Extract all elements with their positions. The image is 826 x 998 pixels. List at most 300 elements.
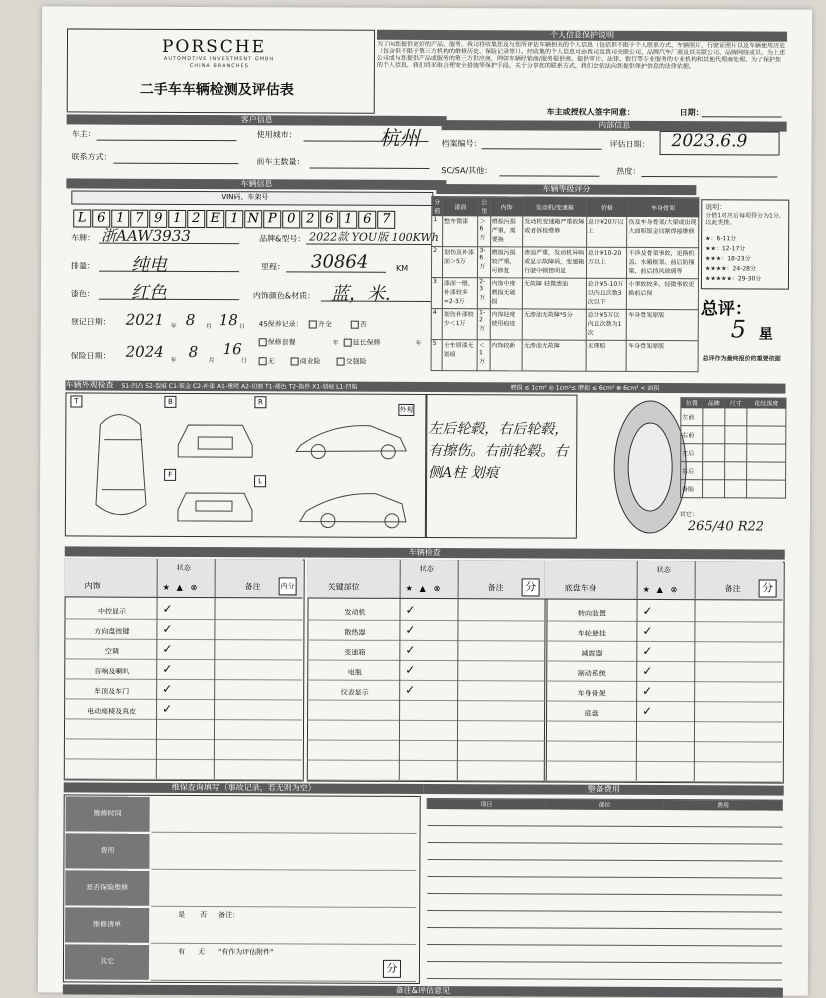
car-outlines	[70, 394, 421, 534]
repair-cell[interactable]	[426, 962, 544, 980]
key-parts-item: 散热器	[344, 628, 366, 637]
eval-date-label: 评估日期：	[609, 139, 650, 149]
interior-item: 空调	[104, 647, 119, 656]
grade-cell: 划伤及补漆面＞5万	[442, 247, 478, 278]
grade-cell: 小事故较多，轻微事故更换前后保	[627, 278, 699, 309]
file-no-label: 档案编号：	[441, 139, 482, 149]
vin-char[interactable]: 1	[339, 211, 357, 229]
maintenance-section-title: 维保查询填写（事故记录，若无则为空）	[64, 782, 424, 794]
total-unit: 星	[758, 326, 773, 343]
car-left-view	[300, 493, 406, 522]
maintenance-row-label: 费用	[65, 833, 149, 868]
remarks-section-title: 备注&评估意见	[63, 984, 783, 997]
vin-char[interactable]: 7	[130, 210, 148, 228]
grade-cell: 伤及车身骨架/大梁或出现大面积钣金切割焊接维修	[627, 216, 699, 247]
interior-check[interactable]: ✓	[162, 641, 173, 656]
file-no-field[interactable]	[482, 148, 602, 150]
grade-row	[431, 247, 698, 279]
maintenance-row-label: 维修清单	[65, 907, 149, 942]
vin-char[interactable]: 1	[168, 210, 186, 228]
chassis-check[interactable]: ✓	[642, 623, 653, 638]
grade-cell: 总计¥20万以上	[586, 216, 627, 247]
repair-row	[427, 843, 782, 862]
vin-char[interactable]: 6	[320, 211, 338, 229]
interior-check[interactable]: ✓	[162, 601, 173, 616]
tire-position: 左前	[681, 408, 703, 426]
vehicle-section-title: 车辆信息	[66, 178, 446, 190]
vin-char[interactable]: 7	[377, 211, 395, 229]
tire-cell[interactable]	[725, 408, 747, 426]
heat-label: 热度：	[616, 166, 641, 176]
tire-cell[interactable]	[703, 408, 725, 426]
tire-cell[interactable]	[746, 480, 785, 498]
model-value[interactable]: 2022款 YOU版 100KWh	[309, 230, 439, 245]
grade-cell: 无故障 轻微渗油	[522, 278, 586, 309]
ins-none-checkbox[interactable]	[259, 357, 267, 365]
tire-cell[interactable]	[703, 426, 725, 444]
star-scale-item: ★★★：18-23分	[705, 255, 751, 263]
reg-month[interactable]: 8	[185, 310, 196, 329]
status-symbol: ★	[405, 583, 413, 593]
vin-char[interactable]: 2	[301, 210, 319, 228]
maintenance-row-label: 其它	[65, 944, 149, 979]
s4-no-checkbox[interactable]	[351, 321, 359, 329]
ins-commercial-checkbox[interactable]	[291, 357, 299, 365]
repair-row	[426, 962, 781, 981]
grade-cell: 2-3万	[478, 278, 490, 309]
vin-char[interactable]: 6	[92, 210, 110, 228]
view-tag-top: T	[70, 395, 82, 407]
repair-row	[427, 826, 782, 845]
form-title: 二手车车辆检测及评估表	[139, 81, 294, 99]
grade-cell: 无渗油无故障	[522, 340, 586, 371]
color-label: 漆色：	[70, 289, 95, 299]
interior-score-box[interactable]: 内分	[279, 577, 297, 595]
vin-char[interactable]: N	[244, 210, 262, 228]
remark-label: 备注	[244, 582, 261, 592]
repair-cell[interactable]	[427, 826, 545, 844]
signature-label: 车主或授权人签字同意：	[546, 107, 635, 117]
grade-cell: 5	[431, 340, 442, 371]
grade-note-title: 说明：	[705, 203, 727, 212]
interior-item: 车顶及车门	[94, 687, 130, 696]
insurance-yes-label: 是	[178, 910, 186, 919]
grade-row	[431, 340, 698, 372]
reg-day[interactable]: 18	[218, 311, 238, 330]
repair-cell[interactable]	[427, 928, 545, 946]
heat-field[interactable]	[641, 176, 777, 178]
contact-label: 联系方式：	[71, 152, 112, 162]
interior-label: 内饰颜色&材质：	[252, 291, 316, 301]
grade-cell: 3-6万	[478, 247, 490, 278]
tire-position: 右后	[681, 462, 703, 480]
insurance-remark-label: 备注：	[218, 911, 240, 920]
repair-cell[interactable]	[427, 860, 545, 878]
grade-section-title: 车辆等级评分	[436, 184, 696, 195]
brand-subtitle-2: CHINA BRANCHES	[189, 62, 249, 70]
repair-cell[interactable]	[664, 827, 782, 845]
grade-row	[432, 216, 699, 248]
grade-cell: 发动机变速箱严重故障或者拆检维修	[523, 216, 587, 247]
repair-cell[interactable]	[545, 928, 663, 946]
status-symbol: ▲	[656, 585, 663, 595]
chassis-item: 车轮悬挂	[577, 629, 606, 638]
chassis-check[interactable]: ✓	[642, 603, 653, 618]
vin-char[interactable]: E	[206, 210, 224, 228]
interior-check[interactable]: ✓	[162, 621, 173, 636]
tire-cell[interactable]	[702, 462, 724, 480]
repair-cell[interactable]	[545, 962, 663, 980]
status-label: 状态	[656, 566, 671, 575]
key-parts-title: 关键部位	[327, 582, 360, 592]
privacy-text: 为了向您提供更好的产品、服务，我司将收集您及与您所评估车辆相关的个人信息（包括但不限于个人联系方式、车辆照片、行驶证照片以及车辆使用历史（包含但不限于第三方机构的维修历史、保险记录等））。经收集的个人信息可由我司及我司关联公司、品牌汽车厂商及其关联公司、品牌网络成员、为上述公司或与您提供产品或服务的第三方供应商，例如车辆经销商/服务提供商、提供审计、法律、银行等专业服务的专业机构和其他代理商处理。为了保护您的个人信息，我们将采取合理安全措施等保护手段。关于分享您的联系方式，我们会依法向您提供保护信息的法律依据。	[376, 40, 786, 71]
key-parts-check[interactable]: ✓	[405, 682, 416, 697]
repair-cell[interactable]	[663, 946, 781, 964]
interior-value[interactable]: 蓝，米.	[330, 283, 391, 305]
mileage-value[interactable]: 30864	[310, 251, 369, 273]
mileage-unit: KM	[395, 263, 409, 273]
tire-cell[interactable]	[746, 444, 785, 462]
star-scale-item: ★★★★★：29-30分	[704, 275, 762, 283]
ins-month[interactable]: 8	[188, 342, 199, 362]
grade-cell: 漆面一般，补漆较多=2-3万	[442, 278, 478, 309]
vin-char[interactable]: L	[73, 209, 91, 227]
car-top-view	[96, 415, 146, 515]
status-symbol: ▲	[419, 583, 426, 594]
tire-row	[681, 426, 786, 444]
chassis-item: 车身骨架	[577, 689, 606, 698]
grade-cell: 全车原漆无划痕	[442, 340, 478, 371]
status-label: 状态	[419, 564, 434, 574]
grade-cell: 内饰较新	[490, 340, 523, 371]
key-parts-check[interactable]: ✓	[405, 622, 416, 637]
city-value[interactable]: 杭州	[379, 125, 420, 150]
grade-header: 公里	[478, 197, 490, 216]
brand-logo: PORSCHE	[161, 36, 267, 58]
eval-date-value[interactable]: 2023.6.9	[671, 131, 748, 152]
reg-year[interactable]: 2021	[125, 310, 165, 329]
repair-header: 项目	[427, 799, 545, 810]
chassis-check[interactable]: ✓	[642, 683, 653, 698]
tire-cell[interactable]	[746, 408, 785, 426]
owner-label: 车主：	[71, 129, 96, 139]
chassis-item: 制动系统	[577, 669, 606, 678]
grade-cell: 1-2万	[478, 309, 490, 340]
star-scale-item: ★：6-11分	[705, 235, 737, 243]
grade-header: 价格	[587, 197, 628, 216]
total-footnote: 总评作为最终报价的重要依据	[702, 355, 781, 363]
repair-cell[interactable]	[426, 945, 544, 963]
model-label: 品牌&型号：	[259, 234, 306, 244]
tire-position: 备胎	[681, 480, 703, 498]
vin-char[interactable]: P	[263, 210, 281, 228]
star-scale	[705, 234, 762, 284]
view-tag-back: B	[164, 396, 176, 408]
tire-cell[interactable]	[702, 480, 724, 498]
insurance-no-label: 否	[200, 911, 208, 920]
tire-cell[interactable]	[746, 462, 785, 480]
s4-label: 4S保养记录：	[258, 320, 303, 329]
status-symbol: ⊗	[670, 585, 678, 595]
view-tag-right: R	[254, 396, 266, 408]
chassis-check[interactable]: ✓	[642, 703, 653, 718]
internal-section-title: 内部信息	[442, 120, 787, 132]
owner-field[interactable]	[97, 140, 237, 142]
mileage-label: 里程：	[261, 262, 286, 272]
city-label: 使用城市：	[256, 130, 297, 140]
tire-header: 花纹深度	[747, 398, 786, 408]
vin-char[interactable]: 1	[111, 210, 129, 228]
grade-row	[431, 309, 698, 341]
repair-cell[interactable]	[427, 843, 545, 861]
chassis-score-box[interactable]: 分	[759, 579, 777, 597]
star-scale-item: ★★：12-17分	[705, 245, 746, 253]
displacement-value[interactable]: 纯电	[130, 254, 168, 276]
chassis-check[interactable]: ✓	[642, 643, 653, 658]
vin-char[interactable]: 9	[149, 210, 167, 228]
grade-header: 分值	[432, 197, 443, 216]
reg-date-label: 登记日期：	[70, 317, 111, 327]
repair-row	[427, 928, 782, 947]
grade-cell: 4	[431, 309, 442, 340]
tire-row	[681, 408, 786, 426]
customer-section-title: 客户信息	[67, 114, 447, 126]
repair-header: 费用	[664, 800, 782, 811]
key-parts-item: 发动机	[344, 608, 366, 617]
interior-item: 音响及喇叭	[94, 667, 130, 676]
grade-cell: 2	[431, 247, 442, 278]
interior-item: 电动座椅及真皮	[87, 707, 137, 716]
tire-cell[interactable]	[703, 444, 725, 462]
chassis-title: 底盘车身	[564, 583, 597, 593]
key-parts-check[interactable]: ✓	[405, 662, 416, 677]
vin-char[interactable]: 0	[282, 210, 300, 228]
tire-position: 左后	[681, 444, 703, 462]
key-parts-score-box[interactable]: 分	[522, 578, 540, 596]
view-tag-front: F	[164, 469, 176, 481]
brand-subtitle-1: AUTOMOTIVE INVESTMENT GMBH	[163, 55, 275, 63]
displacement-label: 排量：	[71, 261, 96, 271]
tire-cell[interactable]	[724, 480, 746, 498]
repair-table	[426, 798, 783, 981]
car-front-view	[178, 493, 252, 521]
interior-item: 方向盘按键	[94, 627, 130, 636]
list-attach-note: "有作为评估附件"	[218, 948, 274, 957]
repair-cell[interactable]	[427, 911, 545, 929]
repair-cell[interactable]	[427, 894, 545, 912]
scsa-field[interactable]	[499, 175, 599, 176]
tire-row	[681, 462, 786, 480]
ins-date-label: 保险日期：	[70, 351, 111, 361]
grade-cell: 整车微漆	[443, 216, 479, 247]
tire-cell[interactable]	[724, 462, 746, 480]
repair-cell[interactable]	[545, 911, 663, 929]
privacy-section-title: 个人信息保护说明	[377, 30, 787, 42]
repair-cell[interactable]	[427, 877, 545, 895]
remark-label: 备注	[724, 584, 741, 594]
grade-header: 漆面	[443, 197, 478, 216]
repair-row	[427, 809, 782, 828]
grade-cell: 总计¥10-20万以上	[586, 247, 627, 278]
ins-year[interactable]: 2024	[125, 342, 164, 361]
grade-cell: 内饰中度磨损无破损	[490, 278, 523, 309]
key-parts-item: 仪表显示	[340, 688, 369, 697]
key-parts-check[interactable]: ✓	[405, 602, 416, 617]
tire-cell[interactable]	[725, 426, 747, 444]
scsa-label: SC/SA/其他：	[441, 166, 493, 176]
repair-cell[interactable]	[663, 929, 781, 947]
interior-check[interactable]: ✓	[162, 661, 173, 676]
interior-check[interactable]: ✓	[162, 681, 173, 696]
tire-header: 位置	[681, 398, 703, 408]
remark-label: 备注	[487, 583, 504, 593]
grade-cell: 1	[432, 216, 443, 247]
maintenance-row-label: 是否保险维修	[65, 870, 149, 905]
ins-day[interactable]: 16	[222, 340, 242, 359]
tire-cell[interactable]	[746, 426, 785, 444]
plate-value[interactable]: 浙AAW3933	[101, 226, 191, 245]
grade-cell: 总计¥5-10万以内且次数3次以下	[586, 278, 627, 309]
grade-table	[431, 196, 700, 372]
tire-row	[681, 480, 786, 498]
repair-cell[interactable]	[664, 810, 782, 828]
repair-cell[interactable]	[545, 860, 663, 878]
grade-cell: 3	[431, 278, 442, 309]
grade-header: 车身骨架	[627, 197, 699, 216]
color-value[interactable]: 红色	[130, 282, 167, 304]
evaluation-form-paper: PORSCHE AUTOMOTIVE INVESTMENT GMBH CHINA BRANCHES 二手车车辆检测及评估表 个人信息保护说明 为了向您提供更好的产品、服务，我司将收集您及与您所评估车辆相关的个人信息（包括但不限于个人联系方式、车辆照片、行驶证照片以及车辆使用历史（包含但不限于第三方机构的维修历史、保险记录等））。经收集的个人信息可由我司及我司关联公司、品牌汽车厂商及其关联公司、品牌网络成员、为上述公司或与您提供产品或服务的第三方供应商，例如车辆经销商/服务提供商、提供审计、法律、银行等专业服务的专业机构和其他代理商处理。为了保护您的个人信息，我们将采取合理安全措施等保护手段。关于分享您的联系方式，我们会依法向您提供保护信息的法律依据。 车主或授权人签字同意： 日期： 客户信息 车主： 使用城市： 杭州 联系方式： 前车主数量： 内部信息 档案编号： 评估日期： 2023.6.9 SC/SA/其他： 热度： 车辆信息 VIN码、车架号 L 6 1 7 9 1 2 E 1 N P 0 2 6 1 6 7 车牌： 浙AAW3933 品牌&型号： 2022款 YOU版 100KWh 排量： 纯电 里程： 30864 KM 漆色： 红色 内饰颜色&材质： 蓝，米. 登记日期： 2021 年 8 月 18 日 4S保养记录： 齐全 否 保修套餐 年 延长保修 年 保险日期： 2024 年 8 月 16 日 无 商业险 交强险 车辆等级评分 分值 漆面 公里 内饰 发动机/变速箱 价格 车身骨架 1 整车微漆 ＞6万 磨损污损严重，需要换 发动机变速箱严重故障或者拆检维修 总计¥20万以上 伤及车身骨架/大梁或出现大面积钣金切割焊接维修 2 划伤及补漆面＞5万 3-6万 磨损污损较严重，可修复 渗油严重，发动机异响或显示故障码，变速箱行驶中顿挫明显 总计¥10-20万以上 不涉及骨架事故，更换机盖、水箱框架、前后防撞梁、前后挡风玻璃等 3 漆面一般，补漆较多=2-3万 2-3万 内饰中度磨损无破损 无故障 轻微渗油 总计¥5-10万以内且次数3次以下 小事故较多，轻微事故更换前后保 4 划伤补漆较少＜1万 1-2万 内饰轻度使用痕迹 无渗油无故障*5分 总计¥5万以内且次数为1次 车身骨架原版 5 全车原漆无划痕 ＜1万 内饰较新 无渗油无故障 无理赔 车身骨架原版 说明： 分值1对应后每项得分为1分，以此类推。 ★：6-11分 ★★：12-17分 ★★★：18-23分 ★★★★：24-28分 ★★★★★：29-30分 总评： 5 星 总评作为最终报价的重要依据 车辆外观检查 S1-凹凸 S2-裂痕 C1-钣金 C2-补漆 A1-重喷 A2-切割 T1-褪色 T2-换件 X1-划痕 L1-凹陷 磨损 ≤ 1cm² ◎ 1cm²≤ 磨损 ≤ 6cm² ⊗ 6cm² < 面积 T B R F L 外观 左后轮毂，右后轮毂，有擦伤。右前轮毂。右侧A柱 划痕 位置 品牌 尺寸 花纹深度 左前 右前 左后 右后 备胎 其它： 265/40 R22 车辆检查 内饰 状态 ★ ▲ ⊗ 备注 内分 中控显示 ✓ 方向盘按键 ✓ 空调 ✓ 音响及喇叭 ✓ 车顶及车门 ✓ 电动座椅及真皮 ✓ 关键部位 状态 ★ ▲ ⊗ 备注 分 发动机 ✓ 散热器 ✓ 变速箱 ✓ 电瓶 ✓ 仪表显示 ✓ 底盘车身 状态 ★ ▲ ⊗ 备注 分 转向装置 ✓ 车轮悬挂 ✓ 减震器 ✓ 制动系统 ✓ 车身骨架 ✓ 底盘 ✓ 维保查询填写（事故记录，若无则为空） 维修时间 费用 是否保险维修 维修清单 其它 是 否 备注： 有 无 "有作为评估附件" 分 整备费用 项目 部位 费用 备注&评估意见	[38, 6, 812, 995]
grade-cell: 无渗油无故障*5分	[522, 309, 586, 340]
total-value[interactable]: 5	[730, 315, 747, 344]
view-tag-left: L	[254, 475, 266, 487]
exterior-section-title: 车辆外观检查	[65, 380, 114, 390]
status-symbol: ⊗	[190, 582, 198, 593]
grade-header: 发动机/变速箱	[523, 197, 587, 216]
repair-cell[interactable]	[664, 844, 782, 862]
date-label: 日期：	[679, 108, 704, 118]
repair-section-title: 整备费用	[424, 784, 784, 796]
grade-cell: 车身骨架原版	[626, 340, 698, 371]
repair-cell[interactable]	[545, 945, 663, 963]
prev-owners-label: 前车主数量：	[256, 157, 305, 167]
grade-cell: 总计¥5万以内且次数为1次	[586, 309, 627, 340]
repair-row	[427, 860, 782, 879]
grade-note-text: 分值1对应后每项得分为1分，以此类推。	[705, 212, 785, 227]
grade-cell: 车身骨架原版	[627, 309, 699, 340]
repair-cell[interactable]	[663, 963, 781, 981]
repair-cell[interactable]	[545, 826, 663, 844]
maintenance-score-box[interactable]: 分	[383, 960, 401, 978]
tire-position: 右前	[681, 426, 703, 444]
prev-owners-field[interactable]	[309, 167, 429, 169]
tire-table	[680, 397, 786, 498]
chassis-item: 转向装置	[577, 609, 607, 618]
vin-header: VIN码、车架号	[221, 193, 269, 202]
repair-row	[426, 945, 781, 964]
status-label: 状态	[176, 563, 191, 572]
tire-cell[interactable]	[724, 444, 746, 462]
list-has-label: 有	[178, 947, 186, 956]
repair-cell[interactable]	[545, 894, 663, 912]
tire-spec-label: 其它：	[679, 511, 698, 519]
chassis-check[interactable]: ✓	[642, 663, 653, 678]
grade-cell: 磨损污损较严重，可修复	[490, 247, 523, 278]
star-scale-item: ★★★★：24-28分	[705, 265, 756, 273]
grade-cell: 不涉及骨架事故，更换机盖、水箱框架、前后防撞梁、前后挡风玻璃等	[627, 247, 699, 278]
repair-cell[interactable]	[663, 912, 781, 930]
repair-row	[427, 911, 782, 930]
maintenance-row-label: 维修时间	[66, 796, 150, 831]
vin-char[interactable]: 6	[358, 211, 376, 229]
exterior-section-bar	[65, 380, 785, 393]
tire-legend: 磨损 ≤ 1cm² ◎ 1cm²≤ 磨损 ≤ 6cm² ⊗ 6cm² < 面积	[510, 384, 660, 393]
grade-header: 内饰	[490, 197, 523, 216]
status-symbol: ⊗	[433, 584, 441, 594]
interior-title: 内饰	[84, 581, 101, 591]
tire-spec-value[interactable]: 265/40 R22	[687, 519, 765, 535]
exterior-tag: 外观	[398, 404, 414, 416]
chassis-item: 减震器	[581, 649, 603, 658]
repair-cell[interactable]	[545, 809, 663, 827]
exterior-legend: S1-凹凸 S2-裂痕 C1-钣金 C2-补漆 A1-重喷 A2-切割 T1-褪色 T2-换件 X1-划痕 L1-凹陷	[121, 382, 358, 391]
grade-cell: 划伤补漆较少＜1万	[442, 309, 478, 340]
grade-cell: 内饰轻度使用痕迹	[490, 309, 523, 340]
vin-char[interactable]: 2	[187, 210, 205, 228]
key-parts-item: 电瓶	[347, 668, 362, 677]
key-parts-check[interactable]: ✓	[405, 642, 416, 657]
repair-row	[427, 877, 782, 896]
tire-row	[681, 444, 786, 462]
list-none-label: 无	[198, 948, 206, 957]
vin-char[interactable]: 1	[225, 210, 243, 228]
car-back-view	[178, 425, 252, 457]
s4-complete-checkbox[interactable]	[309, 320, 317, 328]
status-symbol: ▲	[176, 582, 183, 592]
repair-cell[interactable]	[664, 861, 782, 879]
grade-cell: 渗油严重，发动机异响或显示故障码，变速箱行驶中顿挫明显	[523, 247, 587, 278]
grade-cell: ＞6万	[478, 216, 490, 247]
plate-label: 车牌：	[71, 233, 96, 243]
status-symbol: ★	[162, 582, 170, 592]
grade-row	[431, 278, 698, 310]
inspection-section-title: 车辆检查	[65, 546, 785, 559]
total-label: 总评：	[700, 299, 752, 320]
repair-cell[interactable]	[545, 843, 663, 861]
repair-cell[interactable]	[663, 878, 781, 896]
ins-compulsory-checkbox[interactable]	[337, 358, 345, 366]
repair-header: 部位	[545, 799, 663, 810]
ext-warranty-checkbox[interactable]	[344, 339, 352, 347]
repair-cell[interactable]	[427, 809, 545, 827]
contact-field[interactable]	[113, 163, 238, 165]
tire-illustration	[610, 397, 691, 537]
tire-header: 品牌	[703, 398, 725, 408]
status-symbol: ★	[642, 584, 650, 594]
warranty-checkbox[interactable]	[259, 338, 267, 346]
interior-check[interactable]: ✓	[162, 701, 173, 716]
chassis-item: 底盘	[584, 709, 599, 718]
grade-cell: 磨损污损严重，需要换	[490, 216, 523, 247]
repair-cell[interactable]	[663, 895, 781, 913]
tire-header: 尺寸	[725, 398, 747, 408]
key-parts-item: 变速箱	[344, 648, 366, 657]
damage-notes[interactable]: 左后轮毂，右后轮毂，有擦伤。右前轮毂。右侧A柱 划痕	[428, 421, 569, 482]
grade-cell: 无理赔	[586, 340, 627, 371]
repair-cell[interactable]	[545, 877, 663, 895]
grade-cell: ＜1万	[477, 340, 489, 371]
repair-row	[427, 894, 782, 913]
interior-item: 中控显示	[97, 607, 127, 616]
